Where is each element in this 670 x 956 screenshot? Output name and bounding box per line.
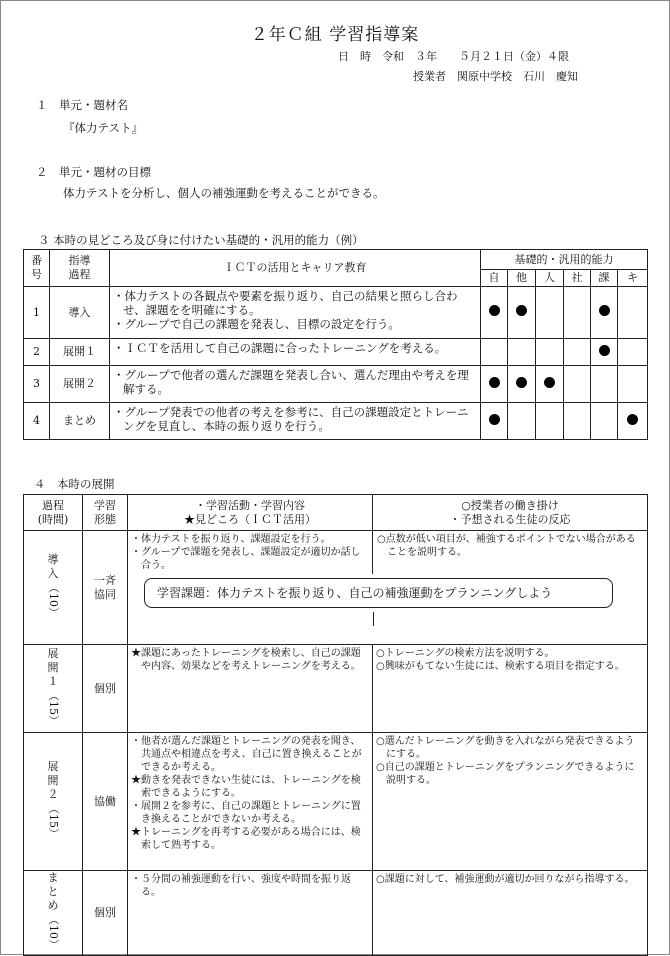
ict-line: ・グループで他者の選んだ課題を発表し合い、選んだ理由や考えを理解する。 <box>113 368 469 396</box>
header-activity: ・学習活動・学習内容 ★見どころ（ＩＣＴ活用） <box>128 495 373 531</box>
intro-bottom <box>128 612 647 626</box>
learning-task-box: 学習課題：体力テストを振り返り、自己の補強運動をプランニングしよう <box>144 578 613 608</box>
teacher-line: ○トレーニングの検索方法を説明する。 <box>376 648 555 659</box>
header-teacher: ○授業者の働き掛け ・予想される生徒の反応 <box>373 495 648 531</box>
section-2-heading: ２ 単元・題材の目標 <box>36 165 151 179</box>
lesson-datetime: 日 時 令和 ３年 ５月２１日（金）４限 <box>338 50 569 63</box>
filled-dot-icon <box>489 377 500 388</box>
activity-cell <box>128 871 373 956</box>
header-process-time: 過程 (時間) <box>24 495 83 531</box>
lesson-flow-table <box>23 494 648 956</box>
ability-cell <box>481 287 508 339</box>
row-process: 展開１ <box>50 339 110 366</box>
activity-line: ・他者が選んだ課題とトレーニングの発表を聞き、共通点や相違点を考え、自己に置き換えることができるか考える。 <box>131 736 362 773</box>
ability-cell <box>481 403 508 440</box>
teacher-cell <box>373 645 648 733</box>
filled-dot-icon <box>627 414 638 425</box>
page-title: ２年Ｃ組 学習指導案 <box>250 25 420 45</box>
ability-cell <box>536 287 564 339</box>
activity-line: ・５分間の補強運動を行い、強度や時間を振り返る。 <box>131 874 351 898</box>
teacher-line: ○選んだトレーニングを動きを入れながら発表できるようにする。 <box>376 736 635 760</box>
intro-split <box>128 531 647 574</box>
ability-col-header: 他 <box>508 270 536 287</box>
header-num: 番号 <box>24 250 50 287</box>
filled-dot-icon <box>599 305 610 316</box>
row-process: 展開２ <box>50 366 110 403</box>
ability-cell <box>618 366 648 403</box>
process-name: 展開２ <box>47 759 59 801</box>
time-wrapper: （10） <box>47 914 60 950</box>
ict-line: ・体力テストの各観点や要素を振り返り、自己の結果と照らし合わせ、課題をを明確にする。 <box>113 289 458 317</box>
row-process: まとめ <box>50 403 110 440</box>
time-wrapper: （15） <box>47 689 60 726</box>
ability-cell <box>508 366 536 403</box>
ability-col-header: キ <box>618 270 648 287</box>
row-ict-description <box>110 403 481 440</box>
table-row <box>24 871 648 956</box>
table-row <box>24 339 648 366</box>
teacher-info: 授業者 関原中学校 石川 慶知 <box>413 70 578 83</box>
filled-dot-icon <box>489 305 500 316</box>
intro-content <box>128 531 648 645</box>
process-time: 10 <box>47 592 60 607</box>
filled-dot-icon <box>599 345 610 356</box>
activity-line: ・グループで課題を発表し、課題設定が適切か話し合う。 <box>131 547 361 571</box>
teacher-line: ○自己の課題とトレーニングをプランニングできるように説明する。 <box>376 762 635 786</box>
section-3-heading: ３ 本時の見どころ及び身に付けたい基礎的・汎用的能力（例） <box>38 233 364 247</box>
header-process: 指導過程 <box>50 250 110 287</box>
activity-line: ★トレーニングを再考する必要がある場合には、検索して熟考する。 <box>131 827 361 851</box>
teacher-line: ○課題に対して、補強運動が適切か回りながら指導する。 <box>376 874 635 885</box>
spacer <box>128 612 374 626</box>
ict-line: ・グループで自己の課題を発表し、目標の設定を行う。 <box>113 317 400 331</box>
ability-cell <box>481 366 508 403</box>
row-num: 2 <box>24 339 50 366</box>
row-ict-description <box>110 287 481 339</box>
activity-line: ★動きを発表できない生徒には、トレーニングを検索できるようにする。 <box>131 775 361 799</box>
teacher-line: ○興味がもてない生徒には、検索する項目を指定する。 <box>376 661 625 672</box>
time-wrapper: （10） <box>47 581 60 618</box>
filled-dot-icon <box>544 377 555 388</box>
row-process-time <box>24 733 83 871</box>
ability-cell <box>508 339 536 366</box>
activity-cell <box>128 645 373 733</box>
process-name: まとめ <box>47 871 59 912</box>
ability-cell <box>618 287 648 339</box>
ability-cell <box>481 339 508 366</box>
filled-dot-icon <box>516 377 527 388</box>
ability-cell <box>536 403 564 440</box>
filled-dot-icon <box>489 414 500 425</box>
activity-line: ・体力テストを振り返り、課題設定を行う。 <box>131 534 331 545</box>
time-wrapper: （15） <box>47 802 60 839</box>
row-form: 個別 <box>83 645 128 733</box>
process-name: 導入 <box>47 552 59 580</box>
ict-line: ・ＩＣＴを活用して自己の課題に合ったトレーニングを考える。 <box>113 341 447 355</box>
row-num: 4 <box>24 403 50 440</box>
table-row <box>24 531 648 645</box>
activity-cell <box>128 733 373 871</box>
ability-col-header: 社 <box>564 270 591 287</box>
ability-cell <box>536 366 564 403</box>
ability-cell <box>591 403 618 440</box>
row-form: 協働 <box>83 733 128 871</box>
row-process-time <box>24 531 83 645</box>
section-4-heading: ４ 本時の展開 <box>34 477 115 491</box>
section-2-body: 体力テストを分析し、個人の補強運動を考えることができる。 <box>63 186 385 200</box>
process-time: 10 <box>47 925 60 939</box>
ability-cell <box>591 339 618 366</box>
activity-line: ・展開２を参考に、自己の課題とトレーニングに置き換えることができないか考える。 <box>131 801 361 825</box>
table-row <box>24 366 648 403</box>
header-abilities: 基礎的・汎用的能力 <box>481 250 648 270</box>
row-process-time <box>24 871 83 956</box>
section-1-heading: １ 単元・題材名 <box>36 98 128 112</box>
ability-cell <box>536 339 564 366</box>
ability-cell <box>508 403 536 440</box>
process-time: 15 <box>47 700 60 715</box>
row-ict-description <box>110 366 481 403</box>
ict-line: ・グループ発表での他者の考えを参考に、自己の課題設定とトレーニングを見直し、本時の振り返りを行う。 <box>113 405 469 433</box>
ability-col-header: 自 <box>481 270 508 287</box>
ability-cell <box>591 287 618 339</box>
ability-col-header: 課 <box>591 270 618 287</box>
ability-cell <box>508 287 536 339</box>
table-row <box>24 645 648 733</box>
section-1-body: 『体力テスト』 <box>63 121 144 135</box>
filled-dot-icon <box>516 305 527 316</box>
teacher-cell <box>373 733 648 871</box>
activity-cell <box>128 531 373 574</box>
teacher-line: ○点数が低い項目が、補強するポイントでない場合があることを説明する。 <box>377 534 636 558</box>
table-row <box>24 403 648 440</box>
activity-line: ★課題にあったトレーニングを検索し、自己の課題や内容、効果などを考えトレーニングを考える。 <box>131 648 361 672</box>
table-row <box>24 287 648 339</box>
process-time: 15 <box>47 813 60 828</box>
ability-cell <box>564 366 591 403</box>
row-form: 一斉 協同 <box>83 531 128 645</box>
teacher-cell <box>373 871 648 956</box>
row-process-time <box>24 645 83 733</box>
ability-cell <box>564 339 591 366</box>
header-ict: ＩＣＴの活用とキャリア教育 <box>110 250 481 287</box>
ability-cell <box>618 339 648 366</box>
teacher-cell <box>373 531 647 574</box>
ability-col-header: 人 <box>536 270 564 287</box>
ability-table <box>23 249 648 440</box>
table-row <box>24 733 648 871</box>
row-num: 1 <box>24 287 50 339</box>
ability-cell <box>564 287 591 339</box>
ability-cell <box>618 403 648 440</box>
row-form: 個別 <box>83 871 128 956</box>
ability-cell <box>564 403 591 440</box>
row-ict-description <box>110 339 481 366</box>
row-num: 3 <box>24 366 50 403</box>
row-process: 導入 <box>50 287 110 339</box>
process-name: 展開１ <box>47 646 59 688</box>
header-form: 学習 形態 <box>83 495 128 531</box>
ability-cell <box>591 366 618 403</box>
